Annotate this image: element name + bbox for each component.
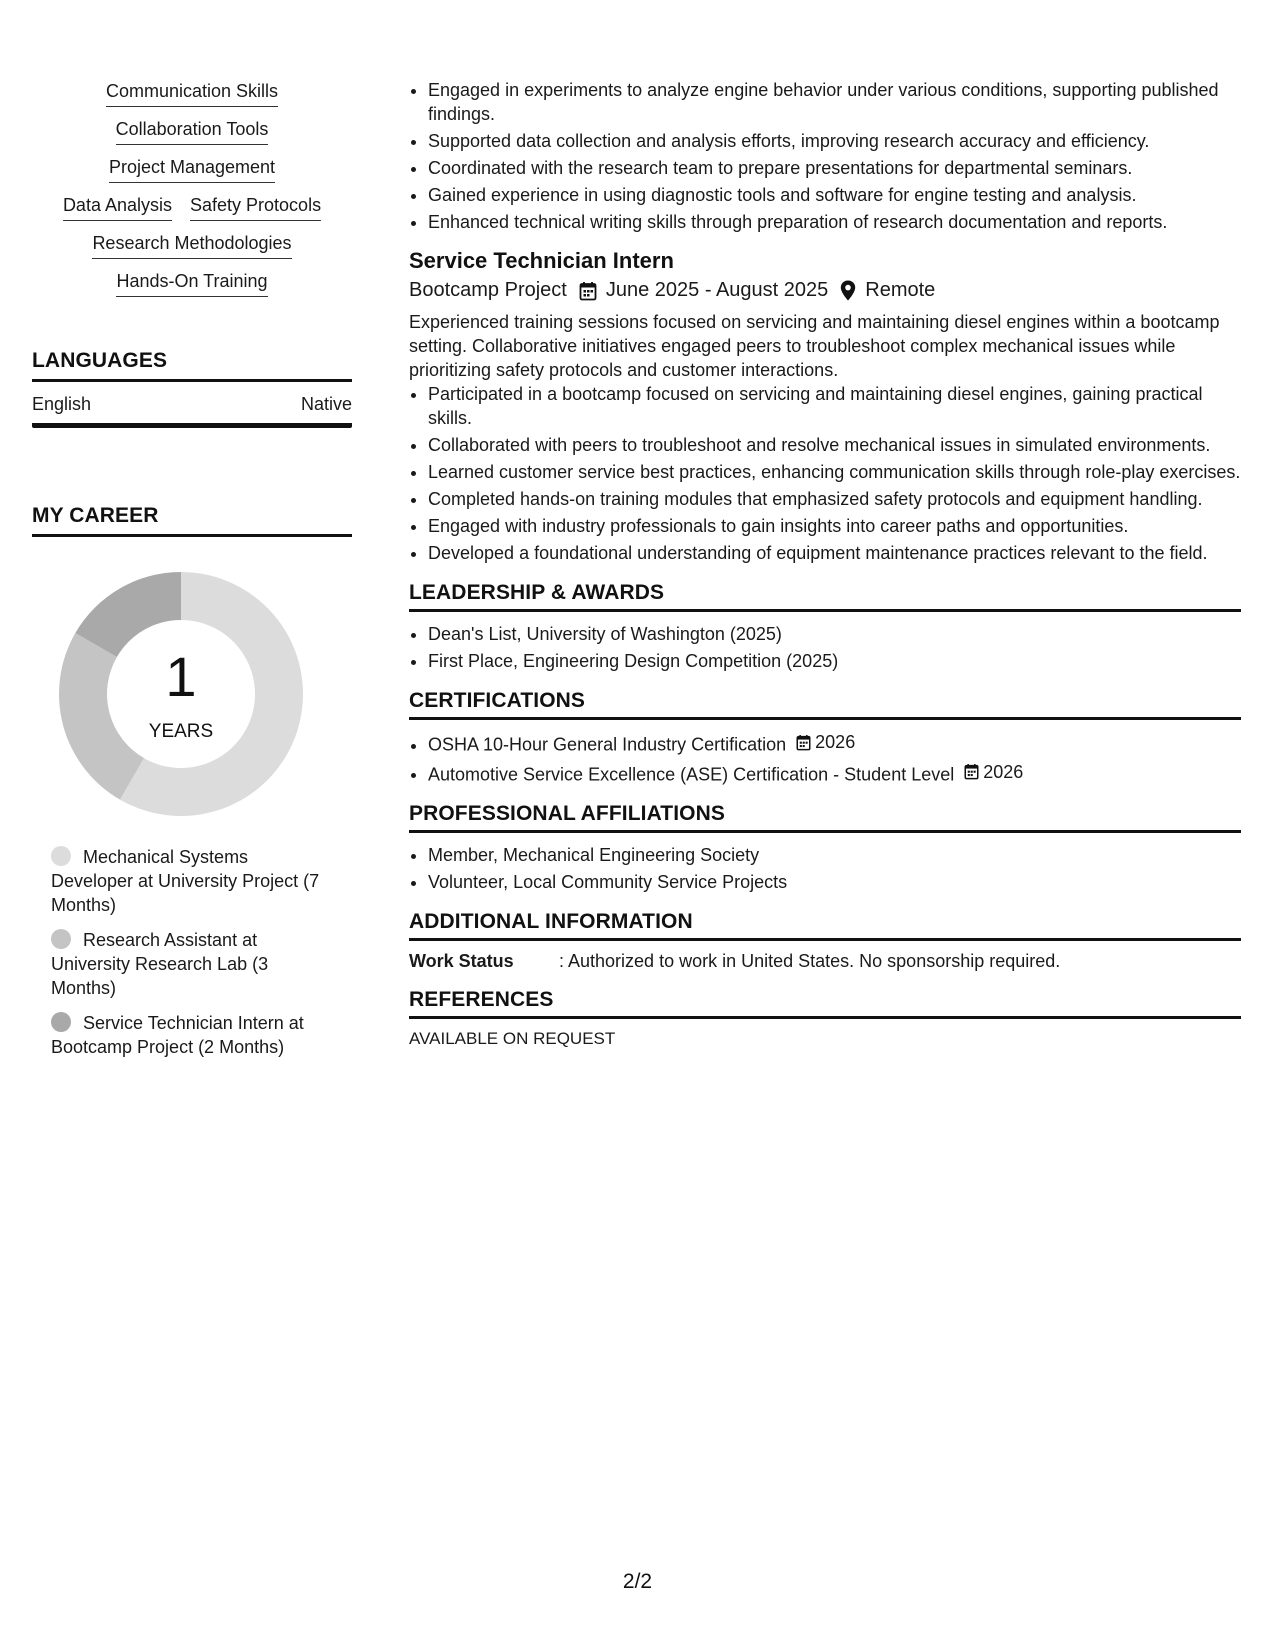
bullet-item: • Gained experience in using diagnostic tools and software for engine testing and analysis.: [428, 183, 1241, 207]
work-status-row: [409, 951, 1241, 972]
page-number: 2/2: [622, 1570, 653, 1593]
legend-dot: [51, 929, 71, 949]
bullet-item: • Completed hands-on training modules that emphasized safety protocols and equipment handling.: [428, 487, 1241, 511]
languages-heading: LANGUAGES: [32, 349, 352, 382]
skill-tag: Project Management: [109, 156, 275, 183]
right-column: [409, 78, 1241, 1049]
work-status-label: Work Status: [409, 951, 514, 971]
affiliations-heading: PROFESSIONAL AFFILIATIONS: [409, 802, 1241, 833]
job-bullets: [409, 382, 1241, 565]
job-location: Remote: [865, 279, 936, 301]
bullet-item: • Participated in a bootcamp focused on servicing and maintaining diesel engines, gaining practical skills.: [428, 382, 1241, 430]
legend-item: [51, 845, 321, 917]
affiliations-section: [409, 802, 1241, 894]
language-row: [32, 394, 352, 428]
skill-tag: Research Methodologies: [92, 232, 291, 259]
legend-item: [51, 1011, 321, 1059]
additional-info-heading: ADDITIONAL INFORMATION: [409, 910, 1241, 941]
calendar-icon: [796, 734, 811, 751]
references-text: AVAILABLE ON REQUEST: [409, 1029, 616, 1048]
references-heading: REFERENCES: [409, 988, 1241, 1019]
certifications-section: [409, 689, 1241, 786]
bullet-item: • Supported data collection and analysis efforts, improving research accuracy and efficiency.: [428, 129, 1241, 153]
legend-label: Service Technician Intern at Bootcamp Project (2 Months): [51, 1013, 304, 1057]
career-heading: MY CAREER: [32, 504, 352, 537]
language-name: English: [32, 394, 92, 414]
career-total-number: 1: [165, 645, 197, 708]
left-column: [32, 80, 352, 1070]
skill-tag: Data Analysis: [63, 194, 172, 221]
previous-job-bullets: [409, 78, 1241, 234]
career-donut-chart: [56, 569, 306, 819]
job-description: Experienced training sessions focused on servicing and maintaining diesel engines within a bootcamp setting. Collaborative initiatives engaged peers to troubleshoot complex mechanical issues while prioritizing safety protocols and customer interactions.: [409, 312, 1220, 380]
bullet-item: • Coordinated with the research team to prepare presentations for departmental seminars.: [428, 156, 1241, 180]
job-title: Service Technician Intern: [409, 248, 674, 273]
calendar-icon: [964, 763, 979, 780]
legend-dot: [51, 1012, 71, 1032]
legend-dot: [51, 846, 71, 866]
certification-item: [428, 760, 1241, 787]
certification-item: [428, 730, 1241, 757]
career-legend: [51, 845, 321, 1059]
award-item: • Dean's List, University of Washington (2025): [428, 622, 1241, 646]
bullet-item: • Learned customer service best practices, enhancing communication skills through role-play exercises.: [428, 460, 1241, 484]
language-level: Native: [300, 394, 352, 414]
affiliation-item: • Member, Mechanical Engineering Society: [428, 843, 1241, 867]
job-meta: [409, 279, 1241, 302]
skill-tag: Safety Protocols: [190, 194, 321, 221]
legend-item: [51, 928, 321, 1000]
certification-year: 2026: [983, 761, 1024, 782]
bullet-item: • Enhanced technical writing skills through preparation of research documentation and reports.: [428, 210, 1241, 234]
career-total-unit: YEARS: [148, 721, 214, 742]
legend-label: Mechanical Systems Developer at University Project (7 Months): [51, 847, 320, 915]
bullet-item: • Engaged in experiments to analyze engine behavior under various conditions, supporting published findings.: [428, 78, 1241, 126]
skill-tag: Hands-On Training: [116, 270, 267, 297]
award-item: • First Place, Engineering Design Competition (2025): [428, 649, 1241, 673]
additional-info-section: [409, 910, 1241, 972]
job-dates: June 2025 - August 2025: [605, 279, 829, 301]
legend-label: Research Assistant at University Research Lab (3 Months): [51, 930, 269, 998]
job-company: Bootcamp Project: [409, 279, 567, 301]
awards-section: [409, 581, 1241, 673]
location-pin-icon: [840, 280, 856, 301]
bullet-item: • Developed a foundational understanding of equipment maintenance practices relevant to the field.: [428, 541, 1241, 565]
certification-name: Automotive Service Excellence (ASE) Certification - Student Level: [428, 764, 955, 784]
awards-heading: LEADERSHIP & AWARDS: [409, 581, 1241, 612]
skill-tag: Collaboration Tools: [116, 118, 269, 145]
calendar-icon: [579, 281, 597, 301]
references-section: [409, 988, 1241, 1049]
affiliation-item: • Volunteer, Local Community Service Projects: [428, 870, 1241, 894]
certification-year: 2026: [815, 732, 856, 752]
certifications-heading: CERTIFICATIONS: [409, 689, 1241, 720]
skills-list: [32, 80, 352, 297]
certification-name: OSHA 10-Hour General Industry Certification: [428, 734, 787, 755]
skill-tag: Communication Skills: [106, 80, 278, 107]
bullet-item: • Engaged with industry professionals to gain insights into career paths and opportunities.: [428, 514, 1241, 538]
work-status-value: : Authorized to work in United States. No sponsorship required.: [559, 951, 1061, 971]
bullet-item: • Collaborated with peers to troubleshoot and resolve mechanical issues in simulated environments.: [428, 433, 1241, 457]
